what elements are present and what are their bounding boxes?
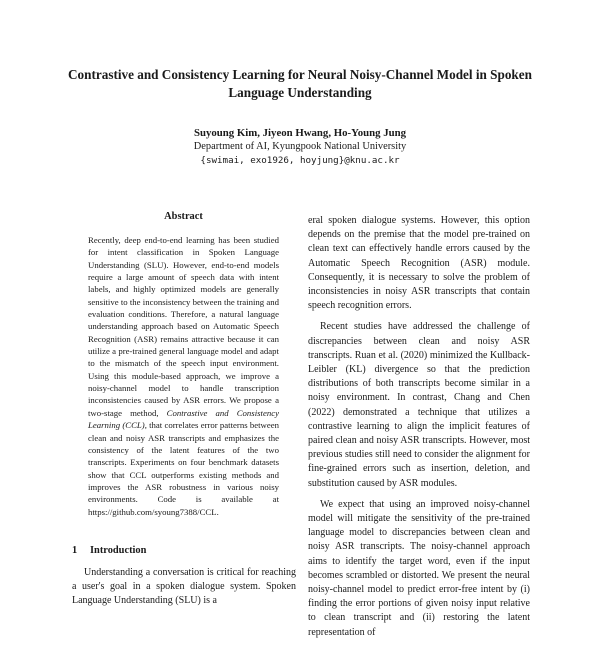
- intro-paragraph: Understanding a conversation is critical for reaching a user's goal in a spoken dialogue system. Spoken Language Understanding (SLU) is a: [72, 567, 296, 607]
- right-paragraph-3: We expect that using an improved noisy-channel model will mitigate the sensitivity of the pre-trained language model to discrepancies between clean and noisy ASR transcripts. The noisy-channel approach aims to identify the target word, even if the input becomes scrambled or distorted. We present the neural noisy-channel model to predict error-free intent by (i) finding the error portions of given noisy input relative to clean transcript and (ii) restoring the latent representation of: [308, 498, 530, 638]
- right-paragraph-1: eral spoken dialogue systems. However, this option depends on the premise that the model pre-trained on clean text can effectively handle errors caused by the Automatic Speech Recognition (ASR) module. Consequently, it is necessary to solve the problem of inconsistencies in noisy ASR transcripts that contain speech recognition errors.: [308, 215, 530, 312]
- abstract-text-part1: Recently, deep end-to-end learning has been studied for intent classification in Spoken Language Understanding (SLU). However, end-to-end models require a large amount of speech data with intent labels, and highly optimized models are generally sensitive to the inconsistency between the training and evaluation conditions. Therefore, a natural language understanding approach based on Automatic Speech Recognition (ASR) remains attractive because it can utilize a pre-trained general language model and adapt to the mismatch of the speech input environment. Using this module-based approach, we improve a noisy-channel model to handle transcription inconsistencies caused by ASR errors. We propose a two-stage method,: [88, 235, 279, 418]
- abstract-text-part2: , that correlates error patterns between clean and noisy ASR transcripts and emphasizes the consistency of the latent features of the two transcripts. Experiments on four benchmark datasets show that CCL outperforms existing methods and improves the ASR robustness in various noisy environments. Code is available at https://github.com/syoung7388/CCL.: [88, 420, 279, 517]
- right-paragraph-2: Recent studies have addressed the challenge of discrepancies between clean and noisy ASR transcripts. Ruan et al. (2020) minimized the Kullback-Leibler (KL) divergence so that the prediction distributions of both transcripts become similar in a noisy environment. In contrast, Chang and Chen (2022) demonstrated a technique that utilizes a contrastive learning to align the implicit features of paired clean and noisy ASR transcripts. However, most previous studies still need to consider the alignment for fine-grained errors such as insertion, deletion, and substitution caused by ASR modules.: [308, 321, 530, 489]
- abstract-heading: Abstract: [164, 211, 203, 222]
- affiliation: Department of AI, Kyungpook National University: [193, 141, 407, 152]
- right-column: [308, 214, 530, 647]
- section-title: Introduction: [90, 545, 147, 556]
- author-emails: {swimai, exo1926, hoyjung}@knu.ac.kr: [200, 155, 400, 166]
- section-number: 1: [72, 545, 78, 556]
- method-name: Contrastive and Consistency Learning (CCL): [88, 407, 279, 431]
- paper-title: Contrastive and Consistency Learning for Neural Noisy-Channel Model in Spoken Language Understanding: [68, 67, 532, 100]
- section-heading-introduction: [72, 545, 146, 556]
- author-list: Suyoung Kim, Jiyeon Hwang, Ho-Young Jung: [193, 127, 407, 139]
- abstract-body: [88, 234, 279, 518]
